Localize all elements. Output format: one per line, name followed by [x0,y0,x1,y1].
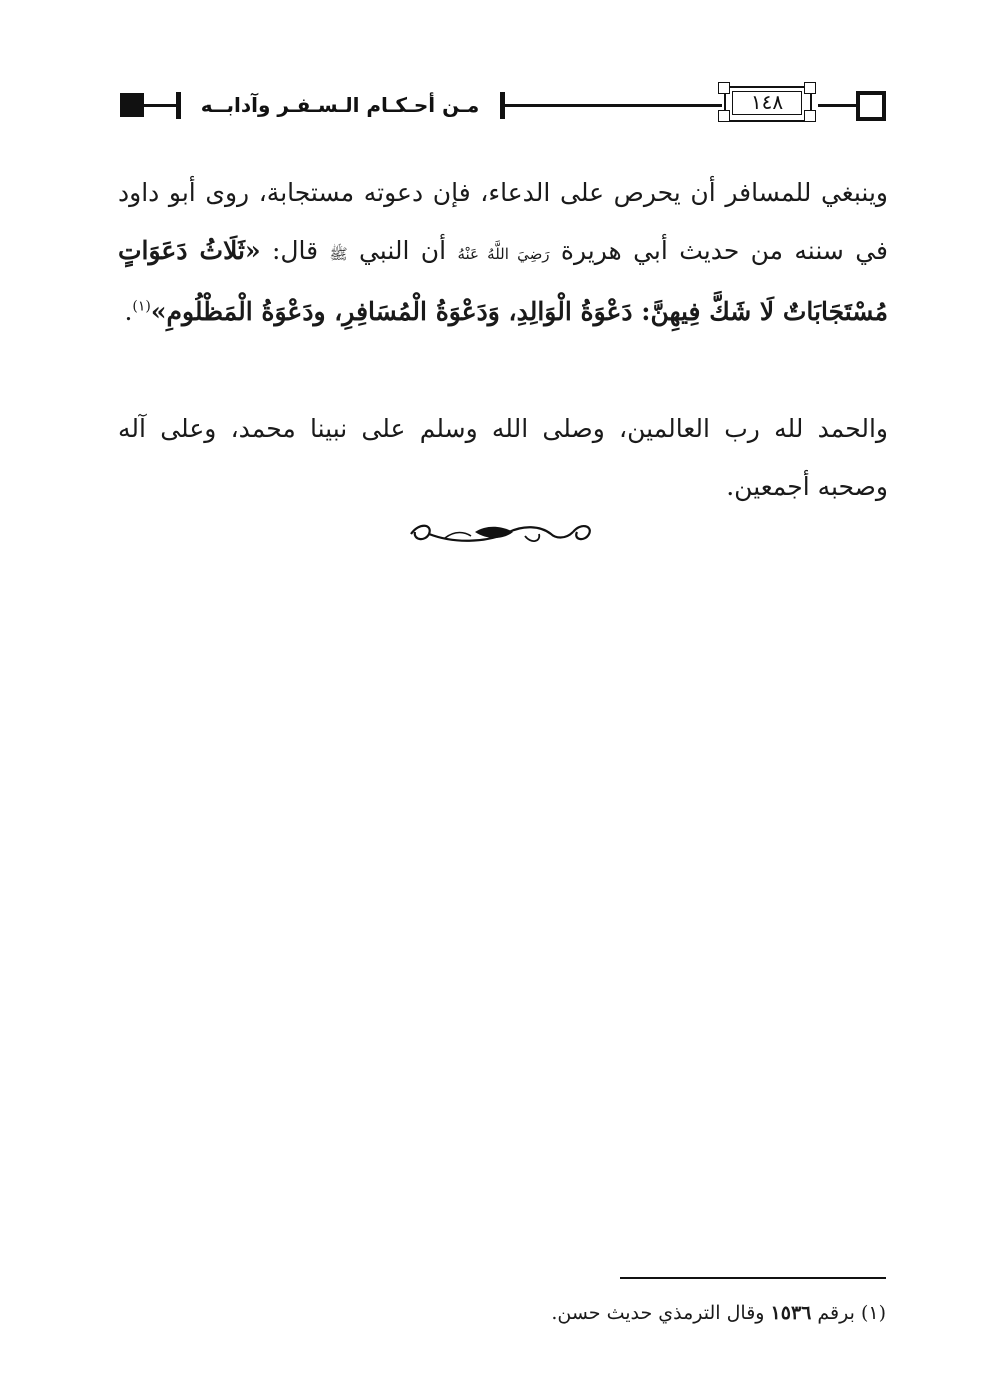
header-right-square-ornament [856,91,886,121]
para1-said-text: قال: [260,236,330,265]
para1-intro-text: وينبغي للمسافر أن يحرص على الدعاء، فإن دعوته مستجابة، روى أبو داود في سننه من حديث أبي هريرة [118,178,888,265]
footnote-reference: (١) [132,298,151,315]
running-title: مـن أحـكـام الـسـفـر وآدابــه [200,93,480,117]
header-rule-left [144,104,180,107]
footnote-marker: (١) برقم [811,1302,886,1324]
paragraph-travel-supplication [118,164,888,341]
hadith-quote: «ثَلَاثُ دَعَوَاتٍ مُسْتَجَابَاتٌ لَا شَكَّ فِيهِنَّ: دَعْوَةُ الْوَالِدِ، وَدَعْوَةُ الْمُسَافِرِ، ودَعْوَةُ الْمَظْلُومِ» [118,236,888,326]
page-number: ١٤٨ [750,90,784,114]
frame-corner-ornament [718,82,730,94]
para1-end-punct: . [124,297,133,326]
header-tick-left [176,92,181,119]
floral-divider-icon [405,514,597,550]
frame-corner-ornament [804,82,816,94]
footnote [118,1296,886,1330]
page-number-frame [718,82,818,124]
footnote-hadith-number: ١٥٣٦ [770,1302,812,1324]
footnote-text: وقال الترمذي حديث حسن. [551,1302,771,1324]
paragraph-closing-praise: والحمد لله رب العالمين، وصلى الله وسلم على نبينا محمد، وعلى آله وصحبه أجمعين. [118,414,888,501]
running-header [0,80,1004,130]
frame-corner-ornament [804,110,816,122]
header-rule-middle [504,104,722,107]
header-rule-right [818,104,858,107]
honorific-companion: رَضِيَ اللَّهُ عَنْهُ [457,245,550,263]
frame-corner-ornament [718,110,730,122]
footnote-separator [620,1277,886,1279]
header-left-block-ornament [120,93,144,117]
para1-mid-text: أن النبي [347,236,458,265]
honorific-prophet: ﷺ [329,245,348,263]
